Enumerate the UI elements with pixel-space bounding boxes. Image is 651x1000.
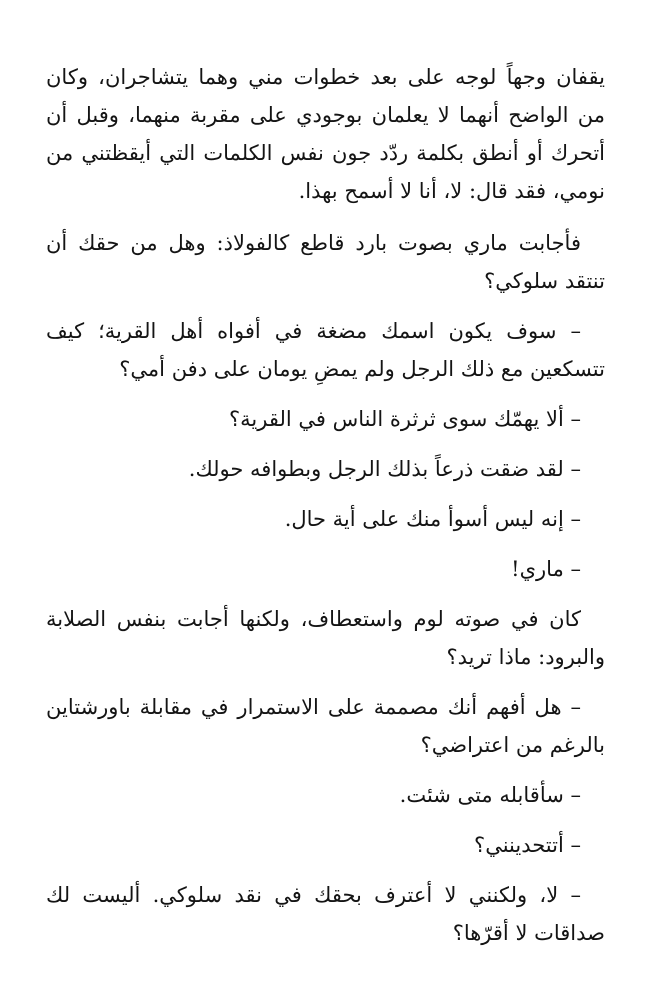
paragraph-4: – ألا يهمّك سوى ثرثرة الناس في القرية؟ [229,407,581,431]
paragraph-8: كان في صوته لوم واستعطاف، ولكنها أجابت بنفس الصلابة والبرود: ماذا تريد؟ [46,607,605,669]
paragraph-9: – هل أفهم أنك مصممة على الاستمرار في مقابلة باورشتاين بالرغم من اعتراضي؟ [46,695,605,757]
paragraph-6: – إنه ليس أسوأ منك على أية حال. [284,507,581,531]
paragraph-3: – سوف يكون اسمك مضغة في أفواه أهل القرية؛ كيف تتسكعين مع ذلك الرجل ولم يمضِ يومان على دفن أمي؟ [46,319,605,381]
paragraph-5: – لقد ضقت ذرعاً بذلك الرجل وبطوافه حولك. [188,457,581,481]
paragraph-2: فأجابت ماري بصوت بارد قاطع كالفولاذ: وهل من حقك أن تنتقد سلوكي؟ [46,231,605,293]
paragraph-7: – ماري! [511,557,581,581]
paragraph-10: – سأقابله متى شئت. [399,783,581,807]
paragraph-1: يقفان وجهاً لوجه على بعد خطوات مني وهما يتشاجران، وكان من الواضح أنهما لا يعلمان بوجودي على مقربة منهما، وقبل أن أتحرك أو أنطق بكلمة ردّد جون نفس الكلمات التي أيقظتني من نومي، فقد قال: لا، أنا لا أسمح بهذا. [46,65,605,203]
paragraph-12: – لا، ولكنني لا أعترف بحقك في نقد سلوكي. أليست لك صداقات لا أقرّها؟ [46,883,605,945]
paragraph-11: – أتتحدينني؟ [474,833,581,857]
